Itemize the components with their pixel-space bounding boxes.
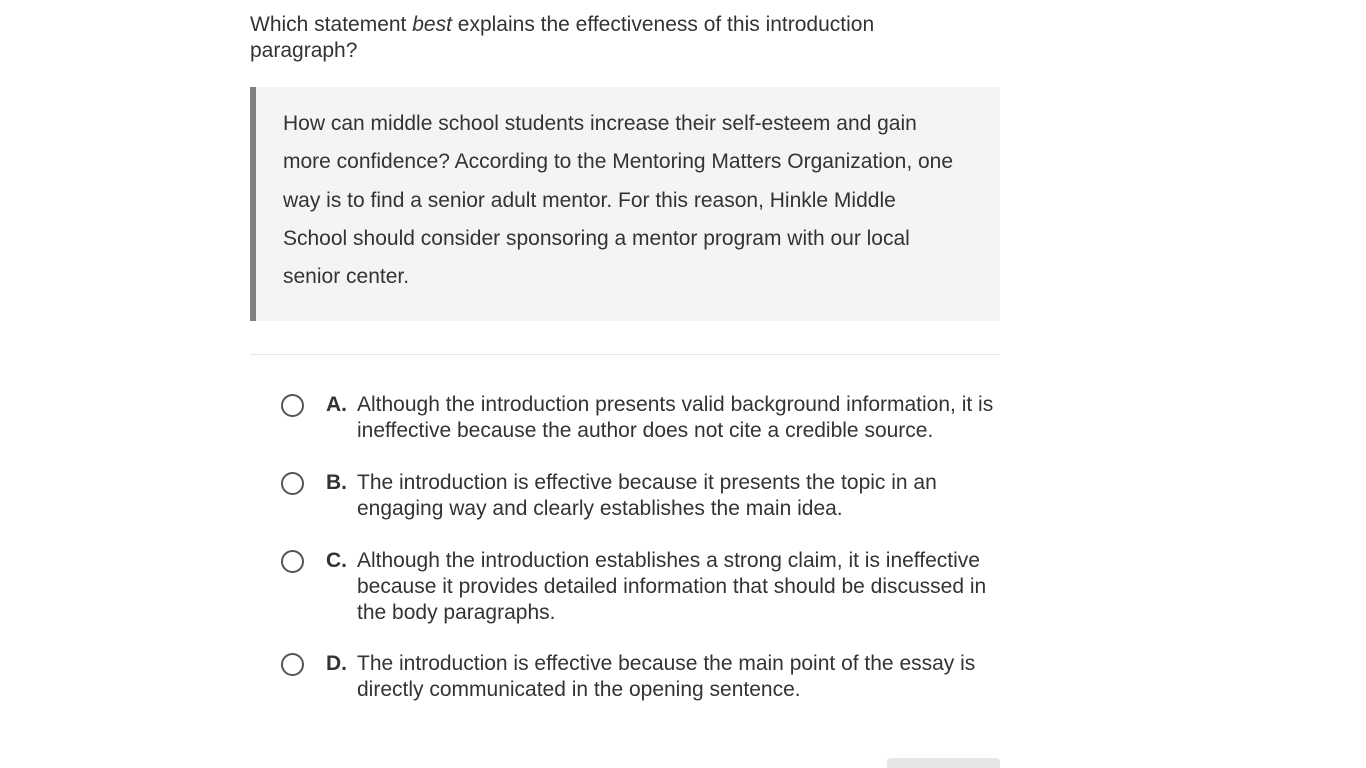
choice-c-text[interactable]: Although the introduction establishes a strong claim, it is ineffective because it provides detailed information that should be discussed in the body paragraphs. <box>357 549 987 624</box>
question-suffix: explains the effectiveness of this introduction paragraph? <box>250 13 875 62</box>
question-prompt <box>250 12 950 64</box>
radio-button-d[interactable] <box>281 653 304 676</box>
radio-button-a[interactable] <box>281 394 304 417</box>
choice-b-letter: B. <box>326 471 347 494</box>
choice-d-letter: D. <box>326 652 347 675</box>
choice-b[interactable] <box>281 470 1011 522</box>
choice-a-letter: A. <box>326 393 347 416</box>
choice-d[interactable] <box>281 651 1011 703</box>
choice-b-text[interactable]: The introduction is effective because it presents the topic in an engaging way and clearly establishes the main idea. <box>357 471 937 520</box>
choice-d-text[interactable]: The introduction is effective because the main point of the essay is directly communicated in the opening sentence. <box>357 652 976 701</box>
submit-button[interactable] <box>887 758 1000 768</box>
passage-blockquote <box>250 87 1000 321</box>
passage-text: How can middle school students increase their self-esteem and gain more confidence? According to the Mentoring Matters Organization, one way is to find a senior adult mentor. For this reason, Hinkle Middle School should consider sponsoring a mentor program with our local senior center. <box>283 112 954 289</box>
radio-button-b[interactable] <box>281 472 304 495</box>
choice-a[interactable] <box>281 392 1011 444</box>
radio-button-c[interactable] <box>281 550 304 573</box>
choice-c-letter: C. <box>326 549 347 572</box>
choice-c[interactable] <box>281 548 1011 626</box>
choice-a-text[interactable]: Although the introduction presents valid background information, it is ineffective because the author does not cite a credible source. <box>357 393 994 442</box>
question-emphasis: best <box>412 13 452 36</box>
divider <box>250 354 1000 355</box>
question-prefix: Which statement <box>250 13 413 36</box>
